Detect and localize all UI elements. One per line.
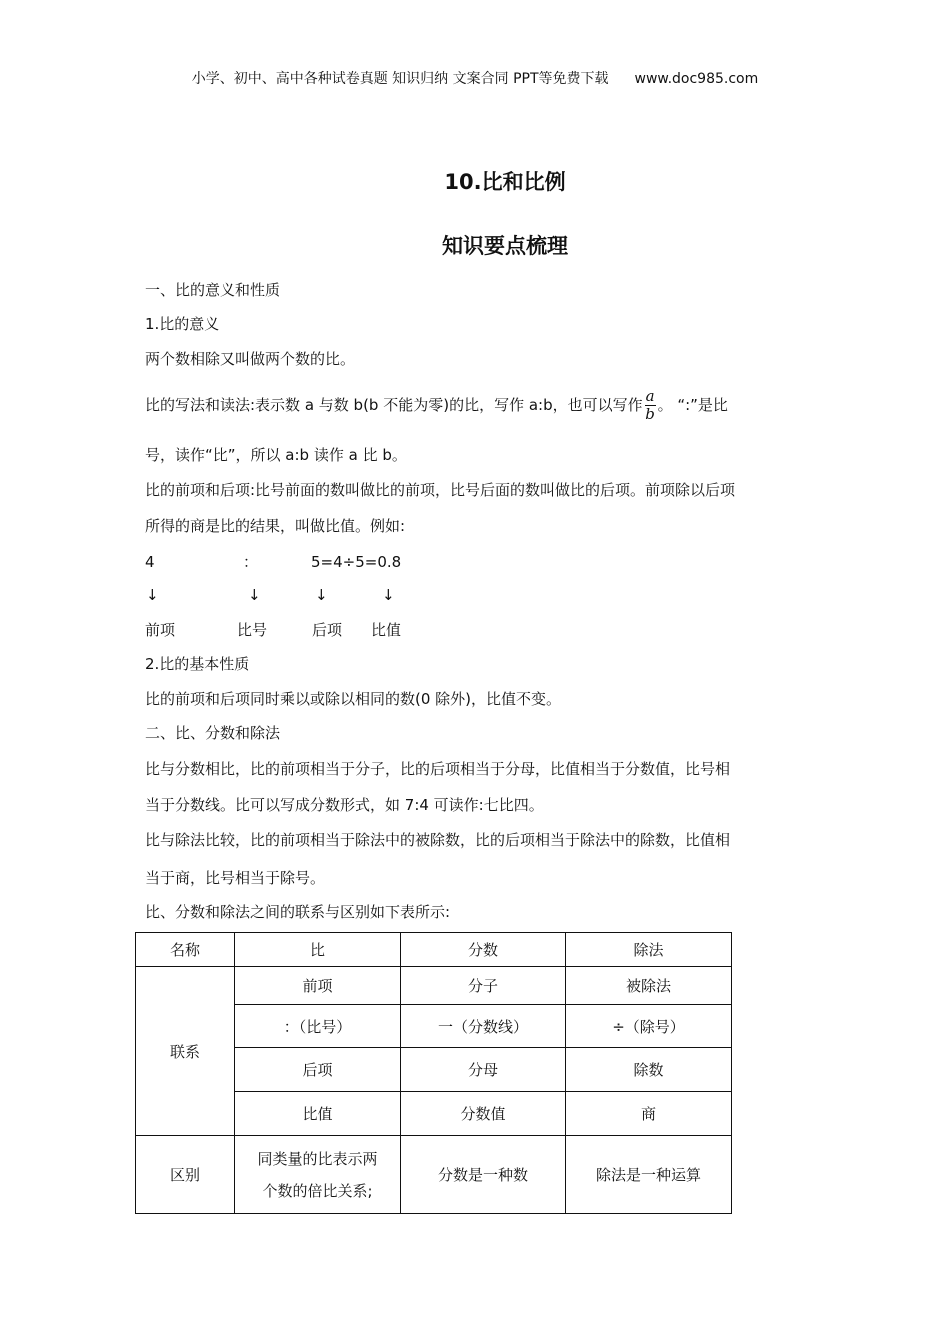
difference-label-cell: 区别 (136, 1136, 235, 1214)
table-cell: 比值 (235, 1092, 401, 1136)
table-cell: 除法是一种运算 (566, 1136, 732, 1214)
label-ratio-sign: 比号 (237, 621, 268, 639)
paragraph-ratio-vs-fraction-line2: 当于分数线。比可以写成分数形式，如 7:4 可读作:七比四。 (145, 796, 544, 814)
table-header-row (136, 933, 732, 967)
table-row (136, 967, 732, 1005)
table-header-cell: 分数 (401, 933, 566, 967)
notation-text-suffix: 。 “:”是比 (657, 396, 728, 414)
table-cell: 分数是一种数 (401, 1136, 566, 1214)
table-cell: 分数值 (401, 1092, 566, 1136)
table-cell: 分母 (401, 1048, 566, 1092)
paragraph-terms-line1: 比的前项和后项:比号前面的数叫做比的前项，比号后面的数叫做比的后项。前项除以后项 (145, 481, 736, 499)
table-cell: ÷（除号） (566, 1005, 732, 1048)
label-ratio-value: 比值 (371, 621, 402, 639)
table-cell: 分子 (401, 967, 566, 1005)
label-consequent: 后项 (312, 621, 343, 639)
table-cell: 除数 (566, 1048, 732, 1092)
fraction-numerator: a (645, 387, 655, 405)
arrow-down-icon: ↓ (382, 586, 395, 604)
table-cell: 后项 (235, 1048, 401, 1092)
notation-text-prefix: 比的写法和读法:表示数 a 与数 b(b 不能为零)的比，写作 a:b，也可以写作 (145, 396, 643, 414)
example-equation: 5=4÷5=0.8 (311, 553, 402, 571)
example-colon: ： (243, 553, 259, 571)
table-cell (235, 1136, 401, 1214)
table-header-cell: 比 (235, 933, 401, 967)
fraction-denominator: b (645, 405, 655, 423)
arrow-down-icon: ↓ (315, 586, 328, 604)
section-1-heading: 一、比的意义和性质 (145, 281, 281, 299)
example-number-4: 4 (145, 553, 155, 571)
section-1-1-heading: 1.比的意义 (145, 315, 220, 333)
difference-ratio-line2: 个数的倍比关系; (262, 1181, 373, 1200)
arrow-down-icon: ↓ (146, 586, 159, 604)
paragraph-ratio-reading: 号，读作“比”，所以 a:b 读作 a 比 b。 (145, 446, 407, 464)
table-cell: ：（比号） (235, 1005, 401, 1048)
table-header-cell: 除法 (566, 933, 732, 967)
paragraph-ratio-notation (145, 386, 728, 424)
page-subtitle: 知识要点梳理 (442, 234, 568, 258)
header-text: 小学、初中、高中各种试卷真题 知识归纳 文案合同 PPT等免费下载 (191, 71, 609, 87)
table-header-cell: 名称 (136, 933, 235, 967)
section-1-2-heading: 2.比的基本性质 (145, 655, 250, 673)
table-cell: 被除法 (566, 967, 732, 1005)
paragraph-ratio-vs-division-line2: 当于商，比号相当于除号。 (145, 869, 326, 887)
table-cell: 一（分数线） (401, 1005, 566, 1048)
page-header (0, 68, 950, 88)
table-row (136, 1136, 732, 1214)
fraction-a-over-b (645, 388, 656, 423)
page-title: 10.比和比例 (444, 170, 566, 194)
paragraph-terms-line2: 所得的商是比的结果，叫做比值。例如: (145, 517, 406, 535)
table-cell: 前项 (235, 967, 401, 1005)
table-cell: 商 (566, 1092, 732, 1136)
paragraph-ratio-vs-division-line1: 比与除法比较，比的前项相当于除法中的被除数，比的后项相当于除法中的除数，比值相 (145, 831, 731, 849)
paragraph-basic-property: 比的前项和后项同时乘以或除以相同的数(0 除外)，比值不变。 (145, 690, 562, 708)
comparison-table (135, 932, 732, 1214)
paragraph-ratio-definition: 两个数相除又叫做两个数的比。 (145, 350, 356, 368)
difference-ratio-line1: 同类量的比表示两 (257, 1149, 378, 1168)
header-site[interactable]: www.doc985.com (634, 71, 759, 87)
relation-label-cell: 联系 (136, 967, 235, 1136)
arrow-down-icon: ↓ (248, 586, 261, 604)
section-2-heading: 二、比、分数和除法 (145, 724, 281, 742)
label-antecedent: 前项 (145, 621, 176, 639)
paragraph-ratio-vs-fraction-line1: 比与分数相比，比的前项相当于分子，比的后项相当于分母，比值相当于分数值，比号相 (145, 760, 731, 778)
paragraph-table-intro: 比、分数和除法之间的联系与区别如下表所示: (145, 903, 451, 921)
